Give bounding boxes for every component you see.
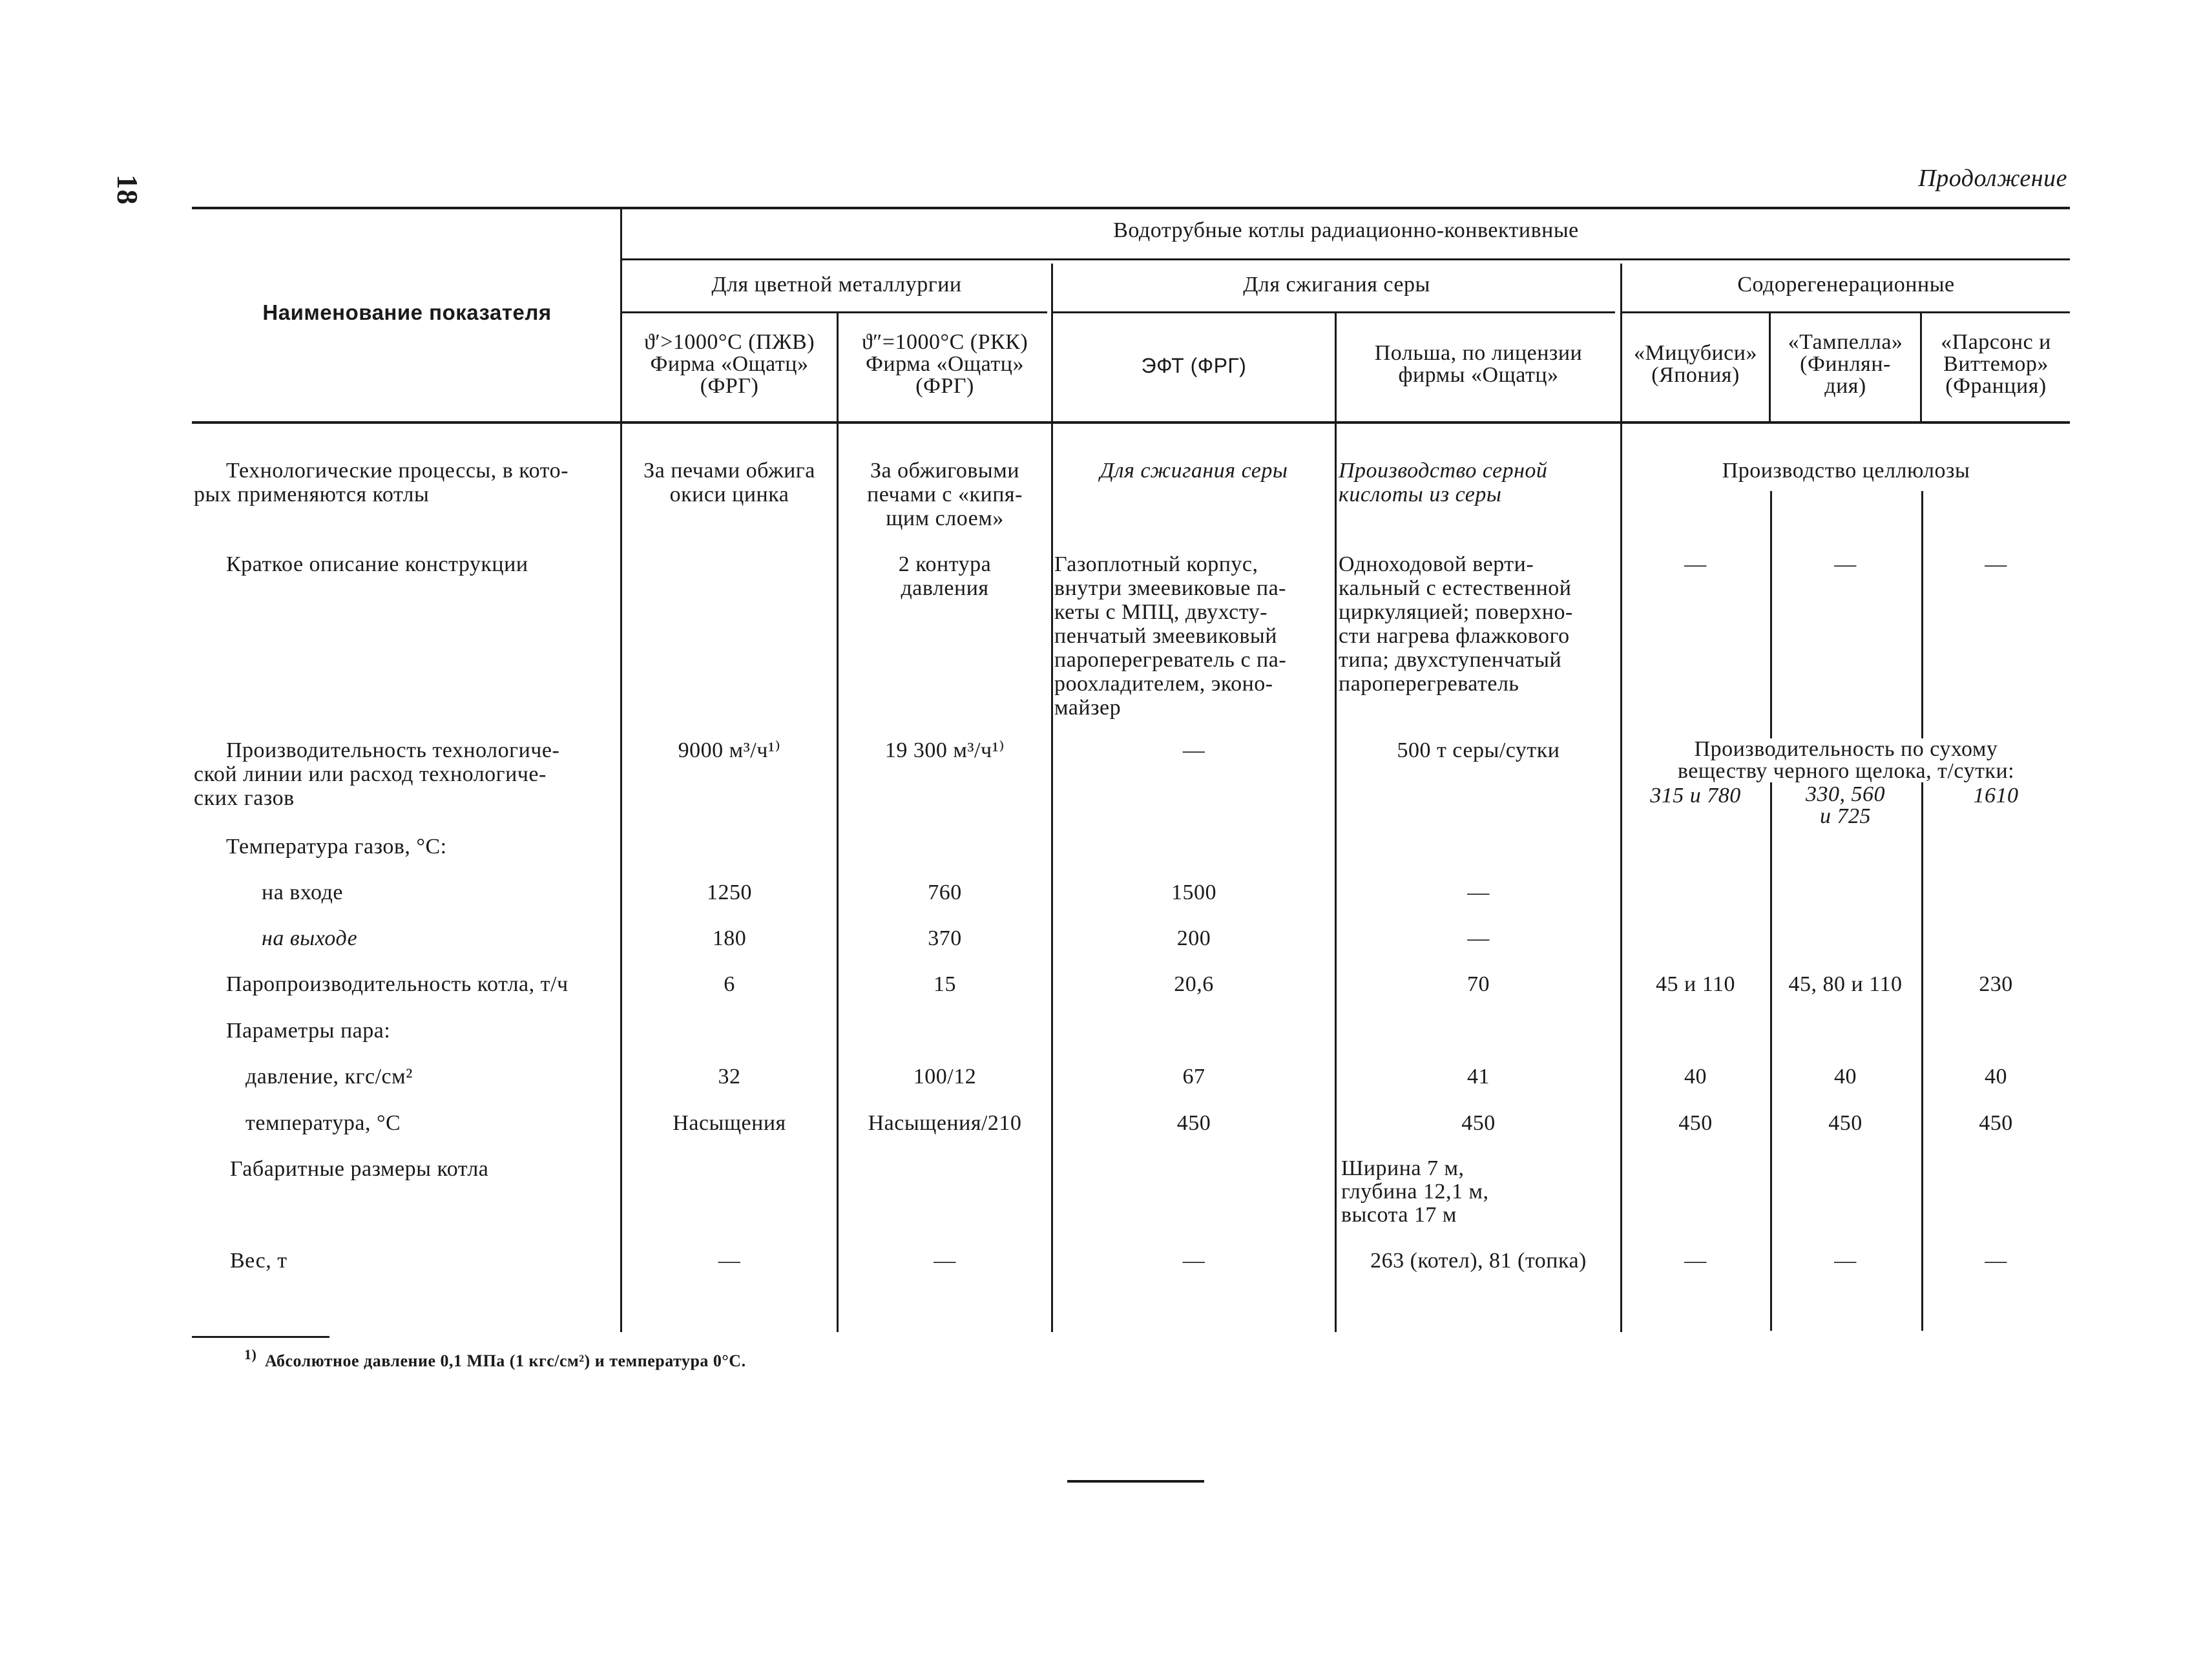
continuation-label: Продолжение bbox=[1918, 165, 2067, 192]
cell-temperature-c5: 450 bbox=[1678, 1111, 1713, 1135]
cell-capacity-c4: 500 т серы/сутки bbox=[1397, 738, 1560, 762]
cell-outlet-c1: 180 bbox=[712, 926, 747, 950]
cell-capacity-c6: 330, 560 и 725 bbox=[1806, 782, 1885, 828]
cell-steam-c1: 6 bbox=[724, 972, 735, 996]
footnote-mark: 1) bbox=[244, 1346, 257, 1362]
cell-process-c2: За обжиговыми печами с «кипя- щим слоем» bbox=[867, 459, 1023, 530]
cell-temperature-c4: 450 bbox=[1461, 1111, 1496, 1135]
cell-capacity-c1: 9000 м³/ч¹⁾ bbox=[678, 738, 781, 762]
page-number: 18 bbox=[111, 174, 144, 205]
col-header-mitsubishi: «Мицубиси» (Япония) bbox=[1634, 341, 1757, 387]
cell-steam-c4: 70 bbox=[1467, 972, 1490, 996]
cell-steam-c6: 45, 80 и 110 bbox=[1788, 972, 1903, 996]
footnote-rule bbox=[192, 1336, 329, 1338]
cell-capacity-c567: Производительность по сухому веществу черного щелока, т/сутки: bbox=[1622, 738, 2070, 782]
column-divider bbox=[1051, 264, 1053, 1332]
row-label-capacity: Производительность технологиче- ской линии или расход технологиче- ских газов bbox=[194, 738, 560, 810]
subgroup-rule-3 bbox=[1620, 311, 2070, 313]
cell-weight-c3: — bbox=[1182, 1249, 1205, 1273]
cell-capacity-c7: 1610 bbox=[1973, 784, 2019, 808]
cell-pressure-c5: 40 bbox=[1684, 1065, 1707, 1089]
row-label-params: Параметры пара: bbox=[226, 1019, 391, 1043]
cell-inlet-c1: 1250 bbox=[707, 881, 752, 904]
subgroup-sulfur: Для сжигания серы bbox=[1243, 273, 1430, 297]
row-label-outlet: на выходе bbox=[262, 926, 358, 950]
row-label-gas-temp: Температура газов, °С: bbox=[226, 835, 447, 859]
cell-steam-c5: 45 и 110 bbox=[1656, 972, 1735, 996]
cell-pressure-c6: 40 bbox=[1834, 1065, 1857, 1089]
cell-dimensions-c4: Ширина 7 м, глубина 12,1 м, высота 17 м bbox=[1341, 1156, 1489, 1227]
cell-process-c3: Для сжигания серы bbox=[1100, 459, 1288, 483]
cell-pressure-c3: 67 bbox=[1182, 1065, 1205, 1089]
cell-weight-c5: — bbox=[1684, 1249, 1707, 1273]
row-label-steam: Паропроизводительность котла, т/ч bbox=[226, 972, 569, 996]
cell-capacity-c2: 19 300 м³/ч¹⁾ bbox=[884, 738, 1005, 762]
cell-temperature-c6: 450 bbox=[1828, 1111, 1862, 1135]
cell-weight-c7: — bbox=[1985, 1249, 2007, 1273]
header-bottom-rule bbox=[192, 421, 2070, 424]
cell-temperature-c3: 450 bbox=[1176, 1111, 1211, 1135]
cell-pressure-c4: 41 bbox=[1467, 1065, 1490, 1089]
col-header-pzhv: ϑ′>1000°C (ПЖВ) Фирма «Ощатц» (ФРГ) bbox=[643, 330, 815, 398]
row-label-inlet: на входе bbox=[262, 881, 343, 904]
cell-weight-c6: — bbox=[1834, 1249, 1857, 1273]
cell-steam-c3: 20,6 bbox=[1174, 972, 1214, 996]
cell-inlet-c2: 760 bbox=[928, 881, 962, 904]
cell-pressure-c1: 32 bbox=[718, 1065, 741, 1089]
cell-process-c1: За печами обжига окиси цинка bbox=[643, 459, 815, 506]
cell-capacity-c5: 315 и 780 bbox=[1650, 784, 1741, 808]
indicator-header: Наименование показателя bbox=[262, 300, 552, 324]
cell-weight-c1: — bbox=[718, 1249, 741, 1273]
cell-design-c3: Газоплотный корпус, внутри змеевиковые па- кеты с МПЦ, двухсту- пенчатый змеевиковый пароперегреватель с па- роохладителем, эконо- майзер bbox=[1054, 552, 1287, 720]
row-label-dimensions: Габаритные размеры котла bbox=[230, 1157, 489, 1181]
subgroup-rule-2 bbox=[1051, 311, 1615, 313]
table-top-rule bbox=[192, 207, 2070, 209]
cell-outlet-c2: 370 bbox=[928, 926, 962, 950]
cell-process-c567: Производство целлюлозы bbox=[1722, 459, 1970, 483]
cell-temperature-c1: Насыщения bbox=[673, 1111, 786, 1135]
subheader-rule bbox=[622, 258, 2070, 260]
cell-design-c4: Одноходовой верти- кальный с естественной циркуляцией; поверхно- сти нагрева флажкового типа; двухступенчатый пароперегреватель bbox=[1339, 552, 1573, 696]
subgroup-soda: Содорегенерационные bbox=[1737, 273, 1955, 297]
cell-temperature-c2: Насыщения/210 bbox=[868, 1111, 1022, 1135]
column-divider bbox=[1335, 313, 1337, 1332]
cell-weight-c4: 263 (котел), 81 (топка) bbox=[1370, 1249, 1587, 1273]
subgroup-nonferrous: Для цветной металлургии bbox=[711, 273, 962, 297]
subgroup-rule-1 bbox=[622, 311, 1047, 313]
cell-outlet-c4: — bbox=[1467, 926, 1490, 950]
cell-process-c4: Производство серной кислоты из серы bbox=[1339, 459, 1548, 506]
row-label-temperature: температура, °С bbox=[245, 1111, 401, 1135]
row-label-pressure: давление, кгс/см² bbox=[245, 1065, 413, 1089]
cell-design-c2: 2 контура давления bbox=[898, 552, 992, 600]
col-header-poland: Польша, по лицензии фирмы «Ощатц» bbox=[1374, 341, 1583, 387]
footnote-text: Абсолютное давление 0,1 МПа (1 кгс/см²) и температура 0°С. bbox=[265, 1351, 746, 1370]
cell-design-c5: — bbox=[1684, 552, 1707, 576]
cell-outlet-c3: 200 bbox=[1176, 926, 1211, 950]
col-header-parsons: «Парсонс и Виттемор» (Франция) bbox=[1941, 330, 2051, 398]
column-divider bbox=[1770, 491, 1772, 1331]
cell-design-c6: — bbox=[1834, 552, 1857, 576]
column-divider bbox=[1921, 491, 1923, 1331]
row-label-design: Краткое описание конструкции bbox=[226, 552, 528, 576]
row-label-weight: Вес, т bbox=[230, 1249, 287, 1273]
cell-weight-c2: — bbox=[934, 1249, 956, 1273]
end-rule bbox=[1067, 1480, 1204, 1483]
col-header-tampella: «Тампелла» (Финлян- дия) bbox=[1788, 330, 1903, 398]
cell-design-c7: — bbox=[1985, 552, 2007, 576]
cell-temperature-c7: 450 bbox=[1979, 1111, 2013, 1135]
cell-steam-c2: 15 bbox=[934, 972, 956, 996]
cell-capacity-c3: — bbox=[1182, 738, 1205, 762]
cell-inlet-c3: 1500 bbox=[1171, 881, 1216, 904]
cell-steam-c7: 230 bbox=[1979, 972, 2013, 996]
cell-inlet-c4: — bbox=[1467, 881, 1490, 904]
row-label-process: Технологические процессы, в кото- рых применяются котлы bbox=[194, 459, 569, 506]
group-header: Водотрубные котлы радиационно-конвективные bbox=[1113, 218, 1579, 242]
col-header-rkk: ϑ″=1000°C (РКК) Фирма «Ощатц» (ФРГ) bbox=[861, 330, 1028, 398]
cell-pressure-c7: 40 bbox=[1985, 1065, 2007, 1089]
cell-pressure-c2: 100/12 bbox=[913, 1065, 977, 1089]
col-header-eft: ЭФТ (ФРГ) bbox=[1141, 354, 1247, 377]
